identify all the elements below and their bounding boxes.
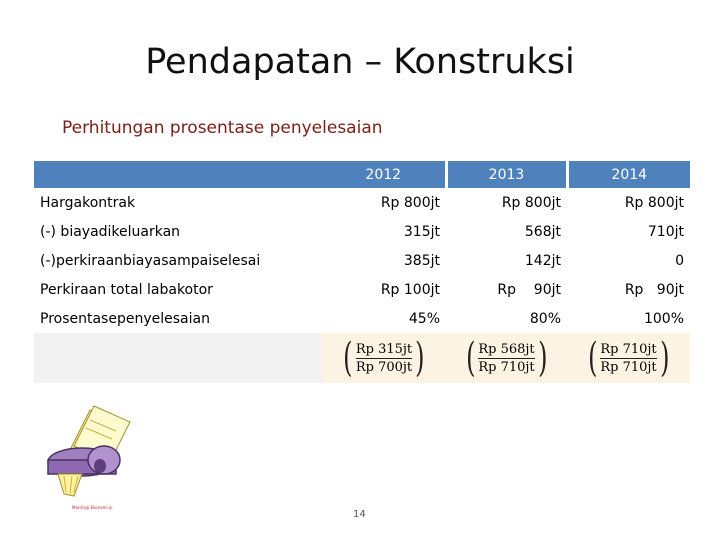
table-row [34,217,690,246]
open-paren: ( [465,335,476,381]
fraction-cell [446,333,567,383]
fraction-denominator: Rp 710jt [478,359,535,375]
cell-value: 0 [675,252,684,269]
fraction-formula [463,335,551,381]
close-paren: ) [415,335,425,381]
table-row [34,188,690,217]
cell-value: 100% [643,310,684,327]
fraction-numerator: Rp 710jt [600,341,657,357]
fraction-cell [322,333,446,383]
page-number: 14 [353,509,366,520]
cell-value: 80% [529,310,561,327]
fraction-bar [600,358,656,359]
fraction-row [34,333,690,383]
cell-value: 385jt [403,252,440,269]
header-cell-2013: 2013 [446,161,567,188]
fraction-denominator: Rp 710jt [600,359,657,375]
row-label: Prosentasepenyelesaian [40,310,210,327]
cell-value: 568jt [524,223,561,240]
row-label: (-) biayadikeluarkan [40,223,181,240]
cell-value: Rp 800jt [380,194,440,211]
fraction-bar [478,358,534,359]
cell-value: 710jt [647,223,684,240]
table-row [34,246,690,275]
slide-title: Pendapatan – Konstruksi [145,42,575,82]
cell-value: Rp 90jt [497,281,561,298]
header-cell-2012: 2012 [322,161,446,188]
cell-value: 45% [408,310,440,327]
fraction-formula [340,335,428,381]
table-header-row [34,161,690,188]
fraction-formula [585,335,673,381]
paper-shredder-clipart-icon [44,404,136,504]
watermark-text: Marnis@ Ekonomi ui [72,505,113,510]
close-paren: ) [659,335,670,381]
row-label: Hargakontrak [40,194,136,211]
fraction-numerator: Rp 315jt [355,341,413,357]
cell-value: 142jt [524,252,561,269]
table-row [34,275,690,304]
cell-value: Rp 800jt [501,194,561,211]
cell-value: Rp 800jt [624,194,684,211]
row-label: Perkiraan total labakotor [40,281,213,298]
open-paren: ( [587,335,598,381]
header-cell-2014: 2014 [567,161,690,188]
cell-value: 315jt [403,223,440,240]
fraction-cell [567,333,690,383]
open-paren: ( [343,335,353,381]
cell-value: Rp 100jt [380,281,440,298]
fraction-row-label [34,333,322,383]
slide-subtitle: Perhitungan prosentase penyelesaian [62,118,383,138]
row-label: (-)perkiraanbiayasampaiselesai [40,252,261,269]
close-paren: ) [537,335,548,381]
header-cell-empty [34,161,322,188]
fraction-numerator: Rp 568jt [478,341,535,357]
cell-value: Rp 90jt [624,281,684,298]
fraction-bar [356,358,412,359]
table-row [34,304,690,333]
completion-table [34,161,690,383]
fraction-denominator: Rp 700jt [355,359,413,375]
